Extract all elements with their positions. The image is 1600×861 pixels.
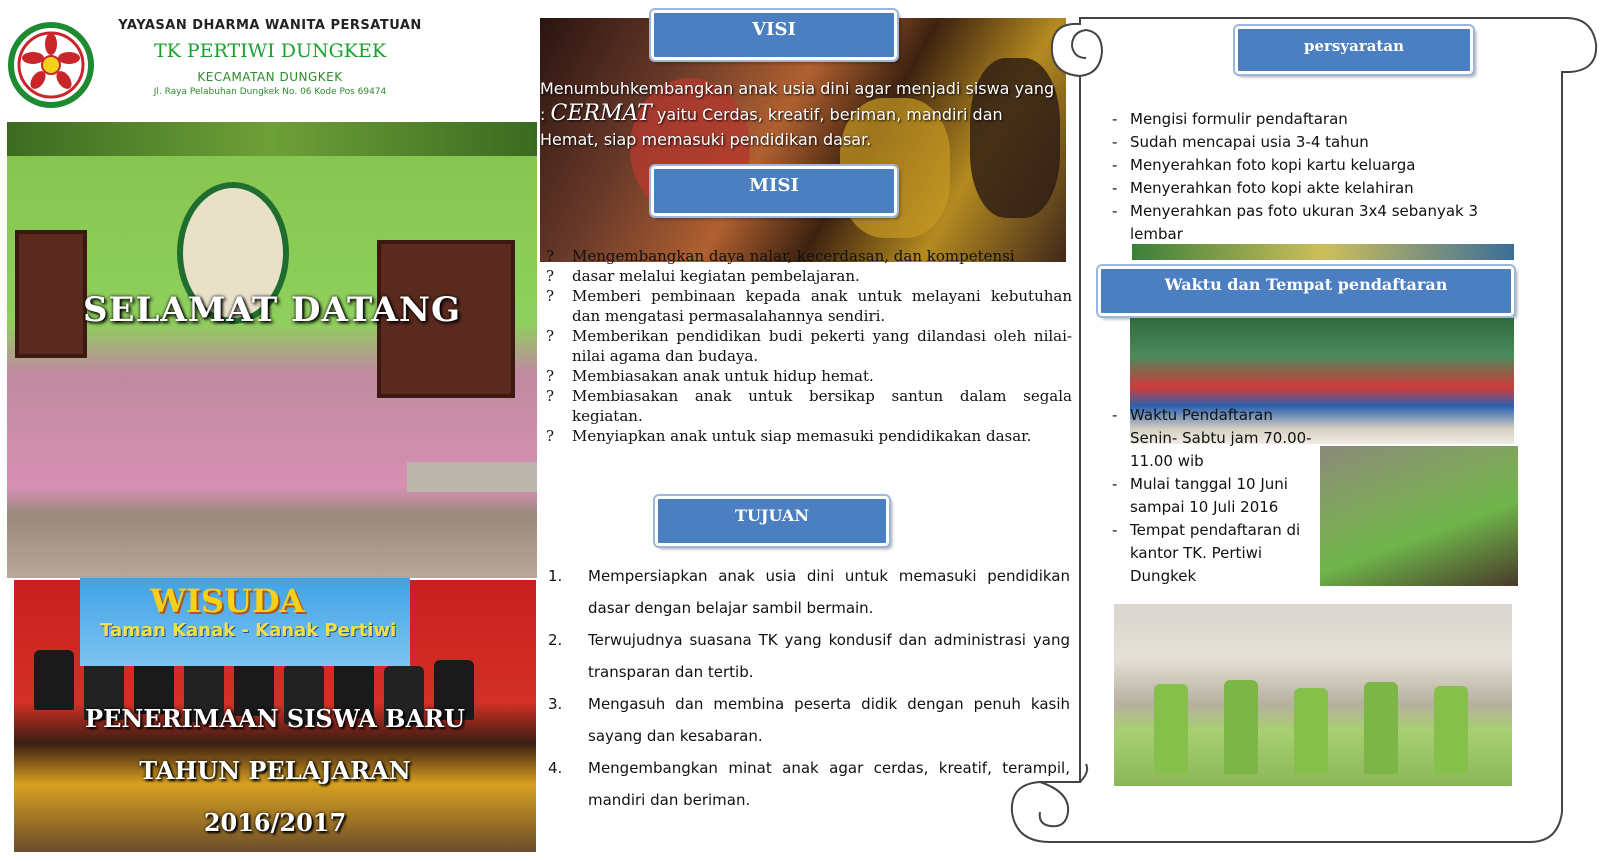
title-line-3: 2016/2017 xyxy=(203,808,347,837)
tujuan-item: 2. Terwujudnya suasana TK yang kondusif dan administrasi yang transparan dan tertib. xyxy=(548,631,1070,681)
waktu-list xyxy=(1112,404,1320,588)
children-dancing-photo xyxy=(1320,446,1518,586)
misi-item: ? Memberi pembinaan kepada anak untuk melayani kebutuhan dan mengatasi permasalahannya sendiri. xyxy=(546,287,1072,325)
misi-item: ? dasar melalui kegiatan pembelajaran. xyxy=(546,267,860,285)
persyaratan-item: - Menyerahkan pas foto ukuran 3x4 sebanyak 3 lembar xyxy=(1112,202,1479,243)
persyaratan-item: - Menyerahkan foto kopi kartu keluarga xyxy=(1112,156,1416,174)
banner-photo-strip xyxy=(1132,244,1514,260)
school-logo xyxy=(6,22,96,108)
welcome-title: SELAMAT DATANG xyxy=(83,290,461,330)
org-name: YAYASAN DHARMA WANITA PERSATUAN xyxy=(118,18,422,33)
persyaratan-list xyxy=(1112,108,1512,246)
visi-text xyxy=(540,76,1060,152)
tujuan-item: 1. Mempersiapkan anak usia dini untuk memasuki pendidikan dasar dengan belajar sambil bermain. xyxy=(548,567,1070,617)
district: KECAMATAN DUNGKEK xyxy=(197,70,343,84)
persyaratan-item: - Sudah mencapai usia 3-4 tahun xyxy=(1112,133,1369,151)
misi-item: ? Mengembangkan daya nalar, kecerdasan, dan kompetensi xyxy=(546,247,1015,265)
misi-item: ? Membiasakan anak untuk hidup hemat. xyxy=(546,367,874,385)
visi-heading: VISI xyxy=(651,10,897,60)
title-line-2: TAHUN PELAJARAN xyxy=(139,756,411,785)
persyaratan-item: - Mengisi formulir pendaftaran xyxy=(1112,110,1348,128)
playground-photo xyxy=(1114,604,1512,786)
title-line-1: PENERIMAAN SISWA BARU xyxy=(85,704,465,733)
waktu-item: - Tempat pendaftaran di kantor TK. Pertiwi Dungkek xyxy=(1112,521,1301,585)
step xyxy=(407,462,537,492)
tujuan-list xyxy=(548,560,1070,816)
address: Jl. Raya Pelabuhan Dungkek No. 06 Kode Pos 69474 xyxy=(153,87,387,97)
tujuan-item: 3. Mengasuh dan membina peserta didik dengan penuh kasih sayang dan kesabaran. xyxy=(548,695,1070,745)
visi-text-post: yaitu Cerdas, kreatif, beriman, mandiri dan Hemat, siap memasuki pendidikan dasar. xyxy=(540,105,1003,149)
misi-item: ? Membiasakan anak untuk bersikap santun dalam segala kegiatan. xyxy=(546,387,1072,425)
persyaratan-heading: persyaratan xyxy=(1235,26,1473,74)
waktu-heading: Waktu dan Tempat pendaftaran xyxy=(1098,266,1514,316)
wisuda-text: WISUDA xyxy=(150,582,305,620)
visi-text-pre: Menumbuhkembangkan anak usia dini agar menjadi siswa yang : xyxy=(540,79,1055,124)
waktu-item: - Mulai tanggal 10 Juni sampai 10 Juli 2016 xyxy=(1112,475,1288,516)
tujuan-heading: TUJUAN xyxy=(655,496,889,546)
school-name: TK PERTIWI DUNGKEK xyxy=(153,40,387,62)
school-building-photo xyxy=(7,122,537,578)
visi-cermat: CERMAT xyxy=(550,101,652,126)
misi-item: ? Menyiapkan anak untuk siap memasuki pendidikakan dasar. xyxy=(546,427,1032,445)
misi-list xyxy=(546,246,1072,446)
persyaratan-item: - Menyerahkan foto kopi akte kelahiran xyxy=(1112,179,1414,197)
waktu-item: - Waktu Pendaftaran Senin- Sabtu jam 70.00-11.00 wib xyxy=(1112,406,1312,470)
misi-item: ? Memberikan pendidikan budi pekerti yang dilandasi oleh nilai-nilai agama dan budaya. xyxy=(546,327,1072,365)
tujuan-item: 4. Mengembangkan minat anak agar cerdas, kreatif, terampil, mandiri dan beriman. xyxy=(548,759,1070,809)
tree-leaves xyxy=(7,122,537,156)
banner-text: Taman Kanak - Kanak Pertiwi xyxy=(100,620,397,641)
misi-heading: MISI xyxy=(651,166,897,216)
